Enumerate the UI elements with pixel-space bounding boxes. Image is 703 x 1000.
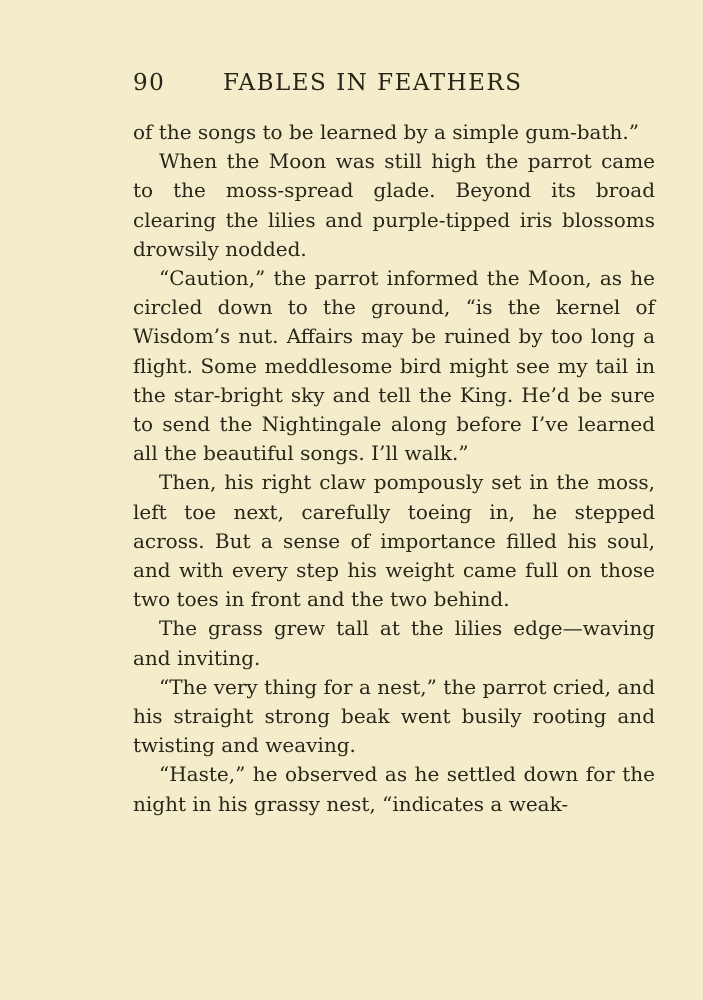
running-head [133, 70, 563, 106]
paragraph: The grass grew tall at the lilies edge—waving and inviting. [133, 616, 655, 670]
paragraph: “The very thing for a nest,” the parrot cried, and his straight strong beak went busily rooting and twisting and weaving. [133, 674, 655, 758]
paragraph: “Haste,” he observed as he settled down for the night in his grassy nest, “indicates a weak- [133, 762, 655, 816]
paragraph: Then, his right claw pompously set in the moss, left toe next, carefully toeing in, he stepped across. But a sense of importance filled his soul, and with every step his weight came full on those two toes in front and the two behind. [133, 470, 655, 612]
body-text [133, 118, 655, 819]
running-title: FABLES IN FEATHERS [223, 70, 523, 96]
paragraph: When the Moon was still high the parrot came to the moss-spread glade. Beyond its broad clearing the lilies and purple-tipped iris blossoms drowsily nodded. [133, 149, 655, 261]
page-number: 90 [133, 70, 166, 96]
paragraph: “Caution,” the parrot informed the Moon, as he circled down to the ground, “is the kernel of Wisdom’s nut. Affairs may be ruined by too long a flight. Some meddlesome bird might see my tail in the star-bright sky and tell the King. He’d be sure to send the Nightingale along before I’ve learned all the beautiful songs. I’ll walk.” [133, 266, 655, 466]
paragraph-continued: of the songs to be learned by a simple gum-bath.” [133, 120, 639, 144]
